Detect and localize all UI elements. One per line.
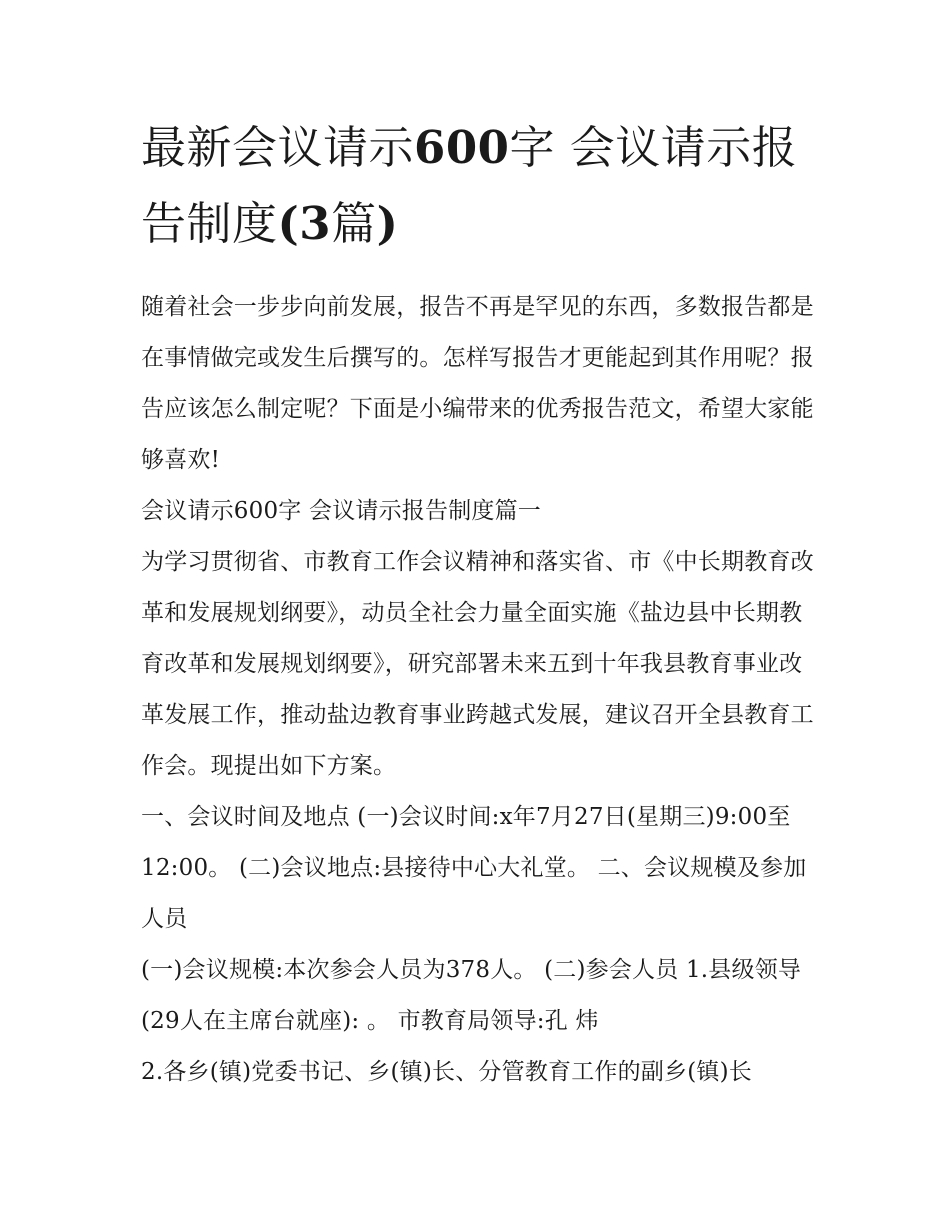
title-bold-count: (3 (277, 197, 332, 250)
title-bold-close: ) (376, 197, 399, 250)
title-part-3: 篇 (331, 197, 377, 250)
attendees-paragraph: 2.各乡(镇)党委书记、乡(镇)长、分管教育工作的副乡(镇)长 (141, 1059, 752, 1085)
meeting-time-place-paragraph: 一、会议时间及地点 (一)会议时间:x年7月27日(星期三)9:00至12:00。 (二)会议地点:县接待中心大礼堂。 二、会议规模及参加人员 (141, 804, 807, 932)
title-part-2: 字 会议请示报告制度 (141, 121, 798, 250)
section-heading: 会议请示600字 会议请示报告制度篇一 (141, 498, 542, 524)
title-part-1: 最新会议请示 (141, 121, 415, 174)
intro-paragraph: 随着社会一步步向前发展，报告不再是罕见的东西，多数报告都是在事情做完或发生后撰写的。怎样写报告才更能起到其作用呢？报告应该怎么制定呢？下面是小编带来的优秀报告范文，希望大家能够喜欢! (141, 294, 814, 473)
meeting-scale-paragraph: (一)会议规模:本次参会人员为378人。 (二)参会人员 1.县级领导(29人在主席台就座): 。 市教育局领导:孔 炜 (141, 957, 802, 1034)
body-paragraph: 为学习贯彻省、市教育工作会议精神和落实省、市《中长期教育改革和发展规划纲要》，动员全社会力量全面实施《盐边县中长期教育改革和发展规划纲要》，研究部署未来五到十年我县教育事业改革发展工作，推动盐边教育事业跨越式发展，建议召开全县教育工作会。现提出如下方案。 (141, 549, 814, 779)
document-page (141, 110, 816, 1098)
title-bold-number: 600 (414, 121, 510, 174)
document-title (141, 110, 816, 262)
